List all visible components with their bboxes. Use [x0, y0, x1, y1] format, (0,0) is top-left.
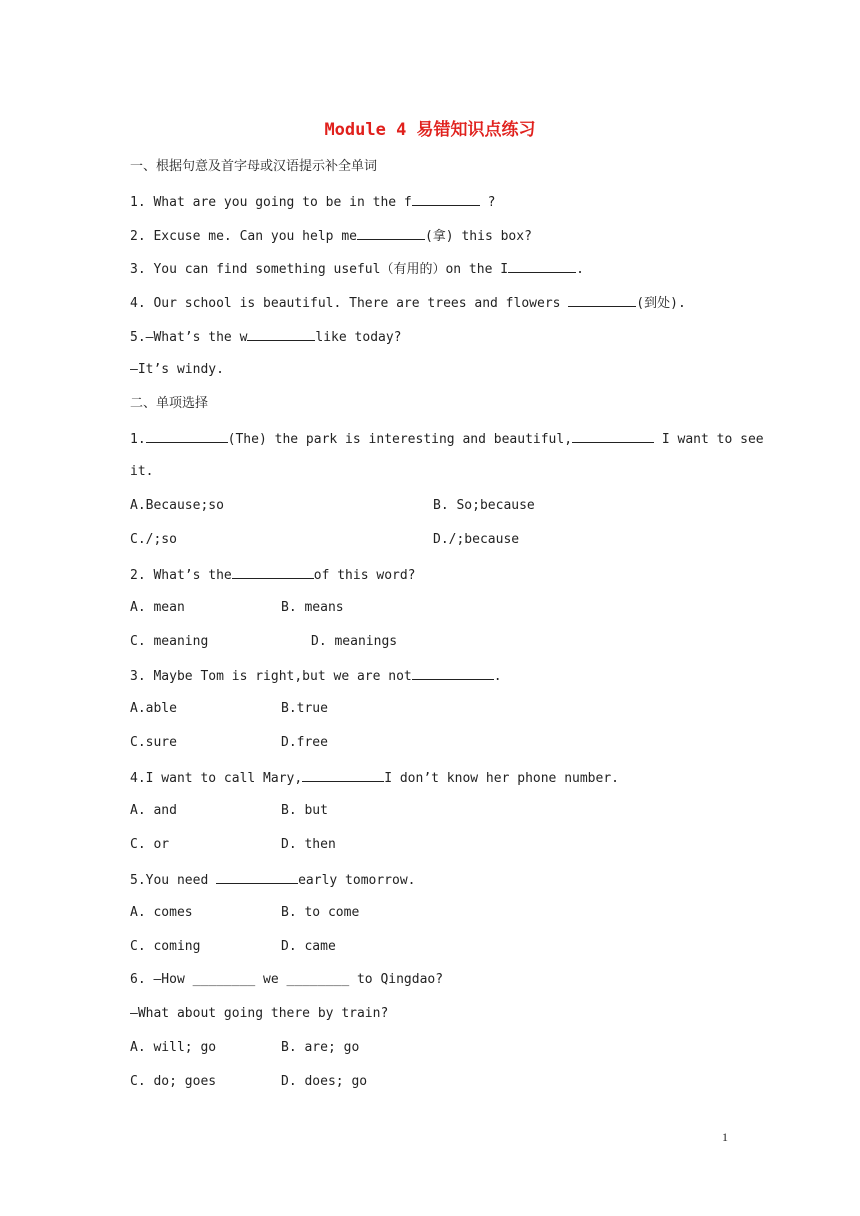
answer-blank — [412, 666, 494, 680]
s2-question-5: 5.You need early tomorrow. — [130, 870, 416, 890]
section-1-heading: 一、根据句意及首字母或汉语提示补全单词 — [130, 159, 378, 174]
answer-blank — [146, 429, 228, 443]
option-d: D. meanings — [311, 634, 398, 649]
answer-blank — [247, 327, 315, 341]
s1-question-3: 3. You can find something useful（有用的）on the I . — [130, 259, 584, 279]
option-b: B. means — [281, 600, 344, 615]
option-d: D. does; go — [281, 1074, 368, 1089]
s2-question-6-answer: —What about going there by train? — [130, 1006, 389, 1021]
s1-question-5: 5.—What’s the w like today? — [130, 327, 402, 347]
option-c: C. meaning — [130, 634, 209, 649]
option-c: C. or — [130, 837, 170, 852]
s2-question-2: 2. What’s the of this word? — [130, 565, 416, 585]
s2-question-4: 4.I want to call Mary, I don’t know her phone number. — [130, 768, 619, 788]
page-number: 1 — [722, 1130, 728, 1144]
option-b: B.true — [281, 701, 328, 716]
option-b: B. but — [281, 803, 328, 818]
option-a: A.Because;so — [130, 498, 224, 513]
option-c: C. do; goes — [130, 1074, 217, 1089]
s2-question-6: 6. —How ________ we ________ to Qingdao? — [130, 972, 444, 987]
s2-question-3: 3. Maybe Tom is right,but we are not . — [130, 666, 502, 686]
answer-blank — [568, 293, 636, 307]
option-a: A. and — [130, 803, 177, 818]
answer-blank — [508, 259, 576, 273]
option-d: D./;because — [433, 532, 520, 547]
option-a: A. comes — [130, 905, 193, 920]
s2-question-1: 1. (The) the park is interesting and beautiful, I want to see — [130, 429, 764, 449]
s2-question-1-cont: it. — [130, 464, 154, 479]
answer-blank — [302, 768, 384, 782]
option-b: B. So;because — [433, 498, 535, 513]
option-b: B. are; go — [281, 1040, 360, 1055]
answer-blank — [216, 870, 298, 884]
s1-question-5-answer: —It’s windy. — [130, 362, 224, 377]
option-d: D.free — [281, 735, 328, 750]
page-title: Module 4 易错知识点练习 — [324, 120, 536, 140]
s1-question-4: 4. Our school is beautiful. There are trees and flowers (到处). — [130, 293, 686, 313]
answer-blank — [357, 226, 425, 240]
section-2-heading: 二、单项选择 — [130, 396, 209, 411]
option-a: A. mean — [130, 600, 185, 615]
option-c: C. coming — [130, 939, 201, 954]
option-c: C.sure — [130, 735, 177, 750]
option-d: D. then — [281, 837, 336, 852]
option-c: C./;so — [130, 532, 177, 547]
option-b: B. to come — [281, 905, 360, 920]
option-d: D. came — [281, 939, 336, 954]
s1-question-1: 1. What are you going to be in the f ? — [130, 192, 495, 212]
option-a: A. will; go — [130, 1040, 217, 1055]
answer-blank — [412, 192, 480, 206]
answer-blank — [232, 565, 314, 579]
answer-blank — [572, 429, 654, 443]
option-a: A.able — [130, 701, 177, 716]
s1-question-2: 2. Excuse me. Can you help me (拿) this box? — [130, 226, 532, 246]
